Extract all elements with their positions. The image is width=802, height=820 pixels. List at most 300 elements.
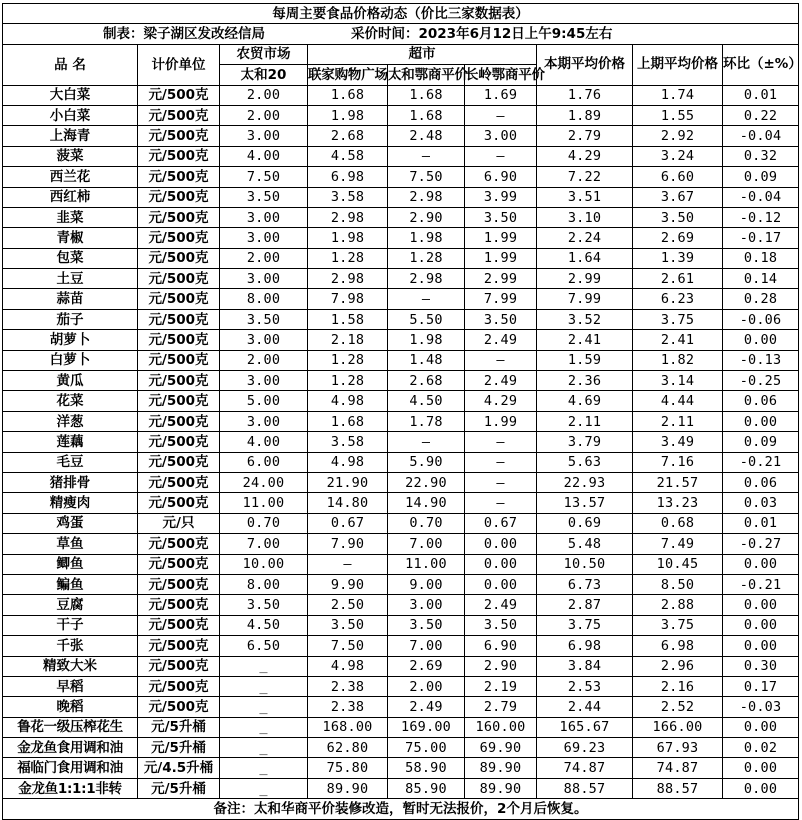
avg-last-price: 13.23 xyxy=(633,493,723,513)
lianjia-price: 4.98 xyxy=(308,656,388,676)
item-name: 蒜苗 xyxy=(3,289,138,309)
header-supermarket: 超市 xyxy=(308,44,537,64)
table-row xyxy=(3,207,799,227)
item-name: 韭菜 xyxy=(3,207,138,227)
changling-price: 0.00 xyxy=(465,574,537,594)
table-row xyxy=(3,493,799,513)
table-row xyxy=(3,248,799,268)
lianjia-price: 6.98 xyxy=(308,167,388,187)
price-sheet xyxy=(2,3,802,820)
change-value: 0.00 xyxy=(723,554,799,574)
farm-price: 3.00 xyxy=(220,269,308,289)
changling-price: 2.49 xyxy=(465,595,537,615)
lianjia-price: 2.38 xyxy=(308,697,388,717)
changling-price: 4.29 xyxy=(465,391,537,411)
taihe-price: 2.98 xyxy=(388,269,465,289)
table-row xyxy=(3,330,799,350)
item-name: 千张 xyxy=(3,636,138,656)
farm-price: 3.00 xyxy=(220,411,308,431)
unit-cell: 元/500克 xyxy=(138,126,220,146)
avg-this-price: 5.48 xyxy=(537,534,633,554)
table-row xyxy=(3,391,799,411)
avg-this-price: 1.59 xyxy=(537,350,633,370)
unit-cell: 元/5升桶 xyxy=(138,778,220,798)
taihe-price: 1.28 xyxy=(388,248,465,268)
farm-price: _ xyxy=(220,758,308,778)
changling-price: 1.99 xyxy=(465,228,537,248)
farm-price: _ xyxy=(220,697,308,717)
changling-price: 0.67 xyxy=(465,513,537,533)
avg-this-price: 3.51 xyxy=(537,187,633,207)
farm-price: 3.00 xyxy=(220,371,308,391)
farm-price: _ xyxy=(220,656,308,676)
farm-price: 5.00 xyxy=(220,391,308,411)
changling-price: 2.79 xyxy=(465,697,537,717)
header-farm-sub: 太和20 xyxy=(220,65,308,85)
changling-price: – xyxy=(465,472,537,492)
taihe-price: 2.49 xyxy=(388,697,465,717)
item-name: 青椒 xyxy=(3,228,138,248)
farm-price: 3.00 xyxy=(220,207,308,227)
table-row xyxy=(3,167,799,187)
change-value: -0.17 xyxy=(723,228,799,248)
farm-price: 2.00 xyxy=(220,85,308,105)
avg-this-price: 22.93 xyxy=(537,472,633,492)
header-change: 环比（±%） xyxy=(723,44,799,85)
avg-this-price: 2.36 xyxy=(537,371,633,391)
changling-price: 3.50 xyxy=(465,309,537,329)
item-name: 西兰花 xyxy=(3,167,138,187)
change-value: -0.13 xyxy=(723,350,799,370)
lianjia-price: 14.80 xyxy=(308,493,388,513)
lianjia-price: 1.68 xyxy=(308,411,388,431)
avg-last-price: 3.14 xyxy=(633,371,723,391)
item-name: 豆腐 xyxy=(3,595,138,615)
taihe-price: 5.90 xyxy=(388,452,465,472)
unit-cell: 元/500克 xyxy=(138,452,220,472)
unit-cell: 元/5升桶 xyxy=(138,738,220,758)
item-name: 莲藕 xyxy=(3,432,138,452)
changling-price: 0.00 xyxy=(465,534,537,554)
table-row xyxy=(3,697,799,717)
taihe-price: 1.78 xyxy=(388,411,465,431)
item-name: 大白菜 xyxy=(3,85,138,105)
note-text: 备注：太和华商平价装修改造，暂时无法报价，2个月后恢复。 xyxy=(3,799,799,819)
avg-last-price: 6.23 xyxy=(633,289,723,309)
change-value: -0.21 xyxy=(723,452,799,472)
changling-price: 3.50 xyxy=(465,207,537,227)
unit-cell: 元/500克 xyxy=(138,676,220,696)
unit-cell: 元/500克 xyxy=(138,574,220,594)
change-value: -0.25 xyxy=(723,371,799,391)
changling-price: 2.19 xyxy=(465,676,537,696)
avg-last-price: 7.16 xyxy=(633,452,723,472)
changling-price: – xyxy=(465,146,537,166)
change-value: -0.06 xyxy=(723,309,799,329)
taihe-price: – xyxy=(388,146,465,166)
item-name: 白萝卜 xyxy=(3,350,138,370)
lianjia-price: 7.90 xyxy=(308,534,388,554)
lianjia-price: 4.98 xyxy=(308,391,388,411)
table-row xyxy=(3,534,799,554)
farm-price: 4.50 xyxy=(220,615,308,635)
lianjia-price: 1.28 xyxy=(308,350,388,370)
table-row xyxy=(3,350,799,370)
avg-this-price: 6.98 xyxy=(537,636,633,656)
avg-last-price: 2.52 xyxy=(633,697,723,717)
changling-price: 89.90 xyxy=(465,778,537,798)
taihe-price: – xyxy=(388,289,465,309)
taihe-price: 3.50 xyxy=(388,615,465,635)
unit-cell: 元/500克 xyxy=(138,228,220,248)
item-name: 土豆 xyxy=(3,269,138,289)
avg-last-price: 2.41 xyxy=(633,330,723,350)
header-avg-this: 本期平均价格 xyxy=(537,44,633,85)
farm-price: 3.00 xyxy=(220,126,308,146)
header-row-1 xyxy=(3,44,799,64)
table-row xyxy=(3,105,799,125)
item-name: 福临门食用调和油 xyxy=(3,758,138,778)
item-name: 干子 xyxy=(3,615,138,635)
changling-price: – xyxy=(465,493,537,513)
taihe-price: 3.00 xyxy=(388,595,465,615)
changling-price: 3.99 xyxy=(465,187,537,207)
taihe-price: 1.68 xyxy=(388,85,465,105)
avg-this-price: 7.22 xyxy=(537,167,633,187)
item-name: 胡萝卜 xyxy=(3,330,138,350)
table-row xyxy=(3,126,799,146)
avg-last-price: 166.00 xyxy=(633,717,723,737)
avg-this-price: 4.29 xyxy=(537,146,633,166)
changling-price: 7.99 xyxy=(465,289,537,309)
taihe-price: 7.00 xyxy=(388,636,465,656)
avg-last-price: 4.44 xyxy=(633,391,723,411)
lianjia-price: 62.80 xyxy=(308,738,388,758)
lianjia-price: 4.58 xyxy=(308,146,388,166)
taihe-price: 58.90 xyxy=(388,758,465,778)
taihe-price: 85.90 xyxy=(388,778,465,798)
taihe-price: 11.00 xyxy=(388,554,465,574)
lianjia-price: 2.98 xyxy=(308,207,388,227)
table-row xyxy=(3,513,799,533)
change-value: 0.00 xyxy=(723,636,799,656)
unit-cell: 元/500克 xyxy=(138,350,220,370)
change-value: 0.18 xyxy=(723,248,799,268)
changling-price: 2.90 xyxy=(465,656,537,676)
unit-cell: 元/500克 xyxy=(138,432,220,452)
avg-this-price: 2.99 xyxy=(537,269,633,289)
header-store-lianjia: 联家购物广场 xyxy=(308,65,388,85)
lianjia-price: 3.58 xyxy=(308,432,388,452)
changling-price: 1.99 xyxy=(465,411,537,431)
avg-last-price: 2.61 xyxy=(633,269,723,289)
avg-this-price: 165.67 xyxy=(537,717,633,737)
avg-last-price: 2.88 xyxy=(633,595,723,615)
farm-price: 3.00 xyxy=(220,228,308,248)
table-row xyxy=(3,717,799,737)
table-row xyxy=(3,371,799,391)
unit-cell: 元/500克 xyxy=(138,167,220,187)
avg-last-price: 88.57 xyxy=(633,778,723,798)
avg-this-price: 4.69 xyxy=(537,391,633,411)
taihe-price: 14.90 xyxy=(388,493,465,513)
farm-price: 3.00 xyxy=(220,330,308,350)
unit-cell: 元/500克 xyxy=(138,411,220,431)
change-value: -0.21 xyxy=(723,574,799,594)
change-value: 0.14 xyxy=(723,269,799,289)
avg-this-price: 2.79 xyxy=(537,126,633,146)
table-row xyxy=(3,595,799,615)
table-row xyxy=(3,411,799,431)
taihe-price: 0.70 xyxy=(388,513,465,533)
avg-this-price: 3.10 xyxy=(537,207,633,227)
avg-last-price: 3.75 xyxy=(633,615,723,635)
avg-last-price: 3.24 xyxy=(633,146,723,166)
changling-price: 3.00 xyxy=(465,126,537,146)
farm-price: 3.50 xyxy=(220,187,308,207)
change-value: 0.30 xyxy=(723,656,799,676)
avg-last-price: 2.96 xyxy=(633,656,723,676)
table-row xyxy=(3,228,799,248)
avg-this-price: 2.44 xyxy=(537,697,633,717)
avg-this-price: 2.24 xyxy=(537,228,633,248)
farm-price: 8.00 xyxy=(220,574,308,594)
item-name: 小白菜 xyxy=(3,105,138,125)
table-row xyxy=(3,432,799,452)
item-name: 鲁花一级压榨花生 xyxy=(3,717,138,737)
avg-this-price: 5.63 xyxy=(537,452,633,472)
item-name: 黄瓜 xyxy=(3,371,138,391)
unit-cell: 元/500克 xyxy=(138,207,220,227)
change-value: 0.00 xyxy=(723,615,799,635)
item-name: 茄子 xyxy=(3,309,138,329)
table-row xyxy=(3,146,799,166)
change-value: 0.32 xyxy=(723,146,799,166)
item-name: 草鱼 xyxy=(3,534,138,554)
changling-price: 2.49 xyxy=(465,371,537,391)
item-name: 菠菜 xyxy=(3,146,138,166)
table-row xyxy=(3,574,799,594)
changling-price: – xyxy=(465,432,537,452)
header-store-changling: 长岭鄂商平价 xyxy=(465,65,537,85)
table-title: 每周主要食品价格动态（价比三家数据表） xyxy=(3,4,799,24)
unit-cell: 元/500克 xyxy=(138,248,220,268)
item-name: 金龙鱼1:1:1非转 xyxy=(3,778,138,798)
avg-this-price: 1.89 xyxy=(537,105,633,125)
change-value: -0.12 xyxy=(723,207,799,227)
unit-cell: 元/500克 xyxy=(138,85,220,105)
avg-this-price: 1.64 xyxy=(537,248,633,268)
avg-last-price: 21.57 xyxy=(633,472,723,492)
unit-cell: 元/500克 xyxy=(138,269,220,289)
item-name: 猪排骨 xyxy=(3,472,138,492)
taihe-price: 5.50 xyxy=(388,309,465,329)
lianjia-price: 21.90 xyxy=(308,472,388,492)
farm-price: 7.00 xyxy=(220,534,308,554)
change-value: -0.04 xyxy=(723,187,799,207)
changling-price: 2.99 xyxy=(465,269,537,289)
unit-cell: 元/500克 xyxy=(138,146,220,166)
price-table xyxy=(2,3,802,820)
item-name: 洋葱 xyxy=(3,411,138,431)
change-value: 0.02 xyxy=(723,738,799,758)
changling-price: – xyxy=(465,452,537,472)
lianjia-price: 2.68 xyxy=(308,126,388,146)
table-row xyxy=(3,289,799,309)
table-row xyxy=(3,269,799,289)
farm-price: 6.00 xyxy=(220,452,308,472)
taihe-price: 2.90 xyxy=(388,207,465,227)
unit-cell: 元/500克 xyxy=(138,289,220,309)
unit-cell: 元/500克 xyxy=(138,656,220,676)
avg-last-price: 8.50 xyxy=(633,574,723,594)
header-avg-last: 上期平均价格 xyxy=(633,44,723,85)
item-name: 毛豆 xyxy=(3,452,138,472)
change-value: 0.00 xyxy=(723,717,799,737)
farm-price: 3.50 xyxy=(220,309,308,329)
taihe-price: 1.68 xyxy=(388,105,465,125)
avg-this-price: 2.87 xyxy=(537,595,633,615)
lianjia-price: 1.28 xyxy=(308,248,388,268)
avg-last-price: 0.68 xyxy=(633,513,723,533)
farm-price: 11.00 xyxy=(220,493,308,513)
farm-price: 2.00 xyxy=(220,350,308,370)
avg-last-price: 3.49 xyxy=(633,432,723,452)
lianjia-price: – xyxy=(308,554,388,574)
item-name: 鲫鱼 xyxy=(3,554,138,574)
avg-this-price: 3.84 xyxy=(537,656,633,676)
maker-label: 制表：梁子湖区发改经信局 xyxy=(103,26,265,43)
change-value: 0.17 xyxy=(723,676,799,696)
taihe-price: 4.50 xyxy=(388,391,465,411)
table-row xyxy=(3,309,799,329)
taihe-price: 1.98 xyxy=(388,228,465,248)
change-value: 0.01 xyxy=(723,85,799,105)
table-row xyxy=(3,758,799,778)
header-name: 品 名 xyxy=(3,44,138,85)
farm-price: 6.50 xyxy=(220,636,308,656)
unit-cell: 元/500克 xyxy=(138,534,220,554)
avg-last-price: 7.49 xyxy=(633,534,723,554)
taihe-price: – xyxy=(388,432,465,452)
lianjia-price: 168.00 xyxy=(308,717,388,737)
lianjia-price: 0.67 xyxy=(308,513,388,533)
table-row xyxy=(3,615,799,635)
taihe-price: 75.00 xyxy=(388,738,465,758)
title-row xyxy=(3,4,799,24)
change-value: 0.09 xyxy=(723,432,799,452)
change-value: 0.28 xyxy=(723,289,799,309)
avg-last-price: 2.69 xyxy=(633,228,723,248)
unit-cell: 元/4.5升桶 xyxy=(138,758,220,778)
changling-price: 69.90 xyxy=(465,738,537,758)
change-value: 0.06 xyxy=(723,472,799,492)
changling-price: 3.50 xyxy=(465,615,537,635)
avg-last-price: 6.60 xyxy=(633,167,723,187)
item-name: 西红柿 xyxy=(3,187,138,207)
unit-cell: 元/只 xyxy=(138,513,220,533)
taihe-price: 7.50 xyxy=(388,167,465,187)
change-value: 0.01 xyxy=(723,513,799,533)
avg-last-price: 74.87 xyxy=(633,758,723,778)
lianjia-price: 2.18 xyxy=(308,330,388,350)
farm-price: 7.50 xyxy=(220,167,308,187)
lianjia-price: 9.90 xyxy=(308,574,388,594)
sample-time-label: 采价时间：2023年6月12日上午9:45左右 xyxy=(351,26,613,43)
unit-cell: 元/500克 xyxy=(138,615,220,635)
farm-price: _ xyxy=(220,717,308,737)
farm-price: 2.00 xyxy=(220,248,308,268)
item-name: 晚稻 xyxy=(3,697,138,717)
avg-last-price: 3.75 xyxy=(633,309,723,329)
table-row xyxy=(3,85,799,105)
taihe-price: 1.98 xyxy=(388,330,465,350)
avg-last-price: 1.82 xyxy=(633,350,723,370)
changling-price: 1.99 xyxy=(465,248,537,268)
item-name: 早稻 xyxy=(3,676,138,696)
header-unit: 计价单位 xyxy=(138,44,220,85)
unit-cell: 元/500克 xyxy=(138,371,220,391)
avg-this-price: 2.41 xyxy=(537,330,633,350)
avg-last-price: 1.74 xyxy=(633,85,723,105)
avg-this-price: 2.53 xyxy=(537,676,633,696)
taihe-price: 2.98 xyxy=(388,187,465,207)
lianjia-price: 1.58 xyxy=(308,309,388,329)
taihe-price: 22.90 xyxy=(388,472,465,492)
item-name: 金龙鱼食用调和油 xyxy=(3,738,138,758)
change-value: 0.06 xyxy=(723,391,799,411)
avg-last-price: 2.11 xyxy=(633,411,723,431)
lianjia-price: 2.98 xyxy=(308,269,388,289)
table-row xyxy=(3,636,799,656)
unit-cell: 元/500克 xyxy=(138,697,220,717)
table-row xyxy=(3,554,799,574)
taihe-price: 2.00 xyxy=(388,676,465,696)
farm-price: 2.00 xyxy=(220,105,308,125)
farm-price: 4.00 xyxy=(220,146,308,166)
change-value: -0.27 xyxy=(723,534,799,554)
unit-cell: 元/500克 xyxy=(138,105,220,125)
item-name: 包菜 xyxy=(3,248,138,268)
item-name: 上海青 xyxy=(3,126,138,146)
avg-last-price: 3.50 xyxy=(633,207,723,227)
table-row xyxy=(3,452,799,472)
table-row xyxy=(3,676,799,696)
change-value: -0.04 xyxy=(723,126,799,146)
header-store-taihe: 太和鄂商平价 xyxy=(388,65,465,85)
avg-last-price: 2.16 xyxy=(633,676,723,696)
unit-cell: 元/500克 xyxy=(138,330,220,350)
avg-last-price: 1.39 xyxy=(633,248,723,268)
changling-price: 6.90 xyxy=(465,167,537,187)
farm-price: 24.00 xyxy=(220,472,308,492)
taihe-price: 2.48 xyxy=(388,126,465,146)
avg-this-price: 6.73 xyxy=(537,574,633,594)
unit-cell: 元/500克 xyxy=(138,636,220,656)
table-row xyxy=(3,472,799,492)
changling-price: 6.90 xyxy=(465,636,537,656)
changling-price: 1.69 xyxy=(465,85,537,105)
avg-last-price: 1.55 xyxy=(633,105,723,125)
taihe-price: 7.00 xyxy=(388,534,465,554)
table-row xyxy=(3,656,799,676)
subtitle-cell xyxy=(3,24,799,44)
avg-this-price: 69.23 xyxy=(537,738,633,758)
avg-last-price: 6.98 xyxy=(633,636,723,656)
unit-cell: 元/500克 xyxy=(138,595,220,615)
item-name: 精瘦肉 xyxy=(3,493,138,513)
farm-price: 3.50 xyxy=(220,595,308,615)
